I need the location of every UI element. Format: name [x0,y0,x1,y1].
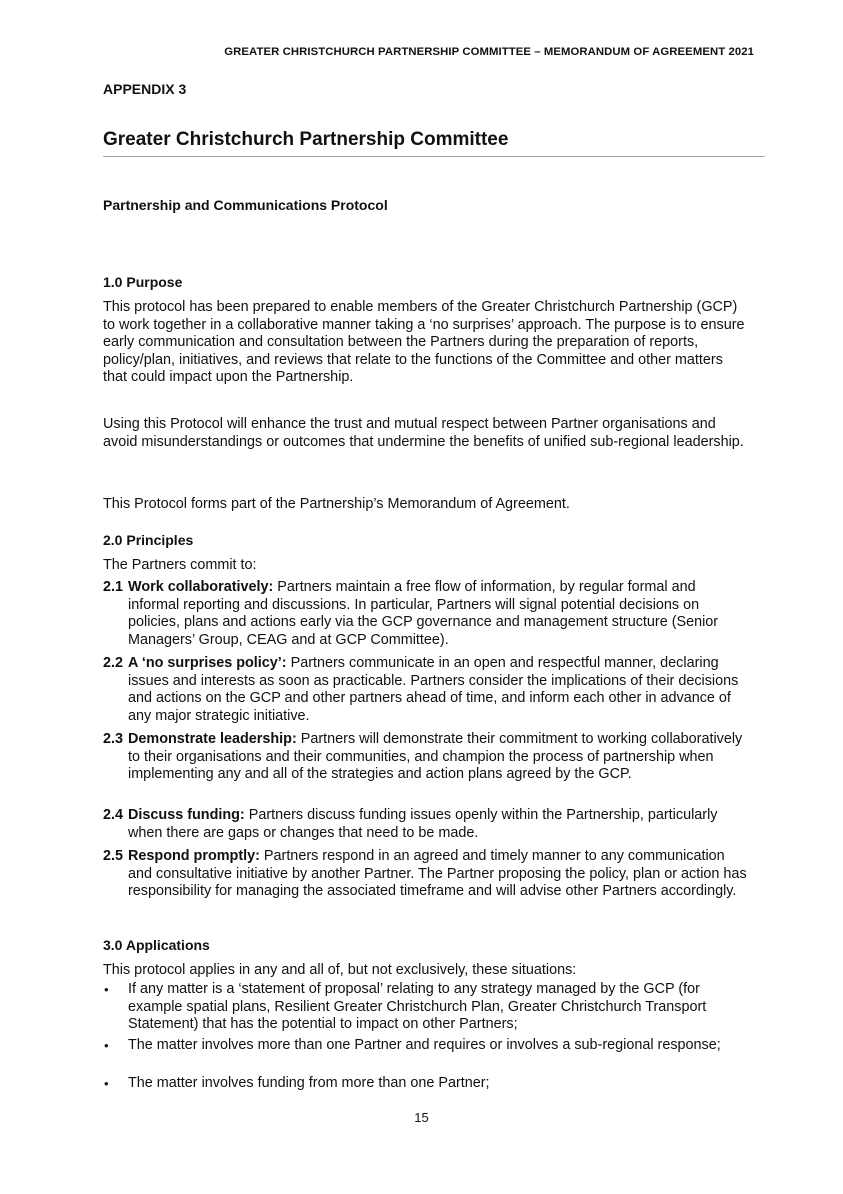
principle-number: 2.1 [103,579,124,595]
principle-text: Partners discuss funding issues openly within the Partnership, particularly when there are gaps or changes that need to be made. [128,807,718,841]
bullet-icon: • [104,1038,109,1053]
principles-heading: 2.0 Principles [103,532,194,548]
page-title: Greater Christchurch Partnership Committee [103,129,765,157]
principle-text: Partners will demonstrate their commitment to working collaboratively to their organisations and their communities, and champion the process of partnership when implementing any and all of the strategies and action plans agreed by the GCP. [128,731,743,782]
purpose-paragraph-1: This protocol has been prepared to enable members of the Greater Christchurch Partnership (GCP) to work together in a collaborative manner taking a ‘no surprises’ approach. The purpose is to ensure early communication and consultation between the Partners during the preparation of reports, policy/plan, initiatives, and reviews that relate to the functions of the Committee and other matters that could impact upon the Partnership. [103,299,745,385]
page-number: 15 [414,1110,429,1125]
principle-item [103,579,748,649]
principle-number: 2.5 [103,848,124,864]
principle-number: 2.2 [103,655,124,671]
list-item [103,981,748,1034]
list-item [103,1075,748,1093]
principle-text: Partners maintain a free flow of information, by regular formal and informal reporting and discussions. In particular, Partners will signal potential decisions on policies, plans and actions early via the GCP governance and management structure (Senior Managers’ Group, CEAG and at GCP Committee). [128,579,719,648]
bullet-icon: • [104,1076,109,1091]
principle-number: 2.3 [103,731,124,747]
principle-item [103,807,748,842]
running-header: GREATER CHRISTCHURCH PARTNERSHIP COMMITTEE – MEMORANDUM OF AGREEMENT 2021 [224,46,754,58]
applications-heading: 3.0 Applications [103,937,210,953]
principle-item [103,848,748,901]
principle-lead: Demonstrate leadership: [128,731,297,747]
bullet-icon: • [104,982,109,997]
principle-lead: Respond promptly: [128,848,260,864]
purpose-paragraph-2: Using this Protocol will enhance the trust and mutual respect between Partner organisations and avoid misunderstandings or outcomes that undermine the benefits of unified sub-regional leadership. [103,416,744,450]
list-item-text: The matter involves more than one Partner and requires or involves a sub-regional response; [128,1037,721,1053]
page-subtitle: Partnership and Communications Protocol [103,197,388,213]
list-item-text: If any matter is a ‘statement of proposal’ relating to any strategy managed by the GCP (for example spatial plans, Resilient Greater Christchurch Plan, Greater Christchurch Transport Statement) that has the potential to impact on other Partners; [128,981,707,1032]
purpose-paragraph-3: This Protocol forms part of the Partnership’s Memorandum of Agreement. [103,496,570,512]
list-item [103,1037,748,1055]
principle-number: 2.4 [103,807,124,823]
list-item-text: The matter involves funding from more than one Partner; [128,1075,490,1091]
principles-intro: The Partners commit to: [103,557,257,573]
purpose-heading: 1.0 Purpose [103,274,183,290]
principle-lead: Work collaboratively: [128,579,274,595]
principle-item [103,655,748,725]
applications-intro: This protocol applies in any and all of, but not exclusively, these situations: [103,962,577,978]
appendix-label: APPENDIX 3 [103,81,187,97]
principle-item [103,731,748,784]
principle-lead: A ‘no surprises policy’: [128,655,287,671]
principle-text: Partners communicate in an open and respectful manner, declaring issues and interests as soon as practicable. Partners consider the implications of their decisions and actions on the GCP and other partners ahead of time, and inform each other in advance of any major strategic initiative. [128,655,739,724]
principle-text: Partners respond in an agreed and timely manner to any communication and consultative initiative by another Partner. The Partner proposing the policy, plan or action has responsibility for managing the associated timeframe and will advise other Partners accordingly. [128,848,747,899]
principle-lead: Discuss funding: [128,807,245,823]
